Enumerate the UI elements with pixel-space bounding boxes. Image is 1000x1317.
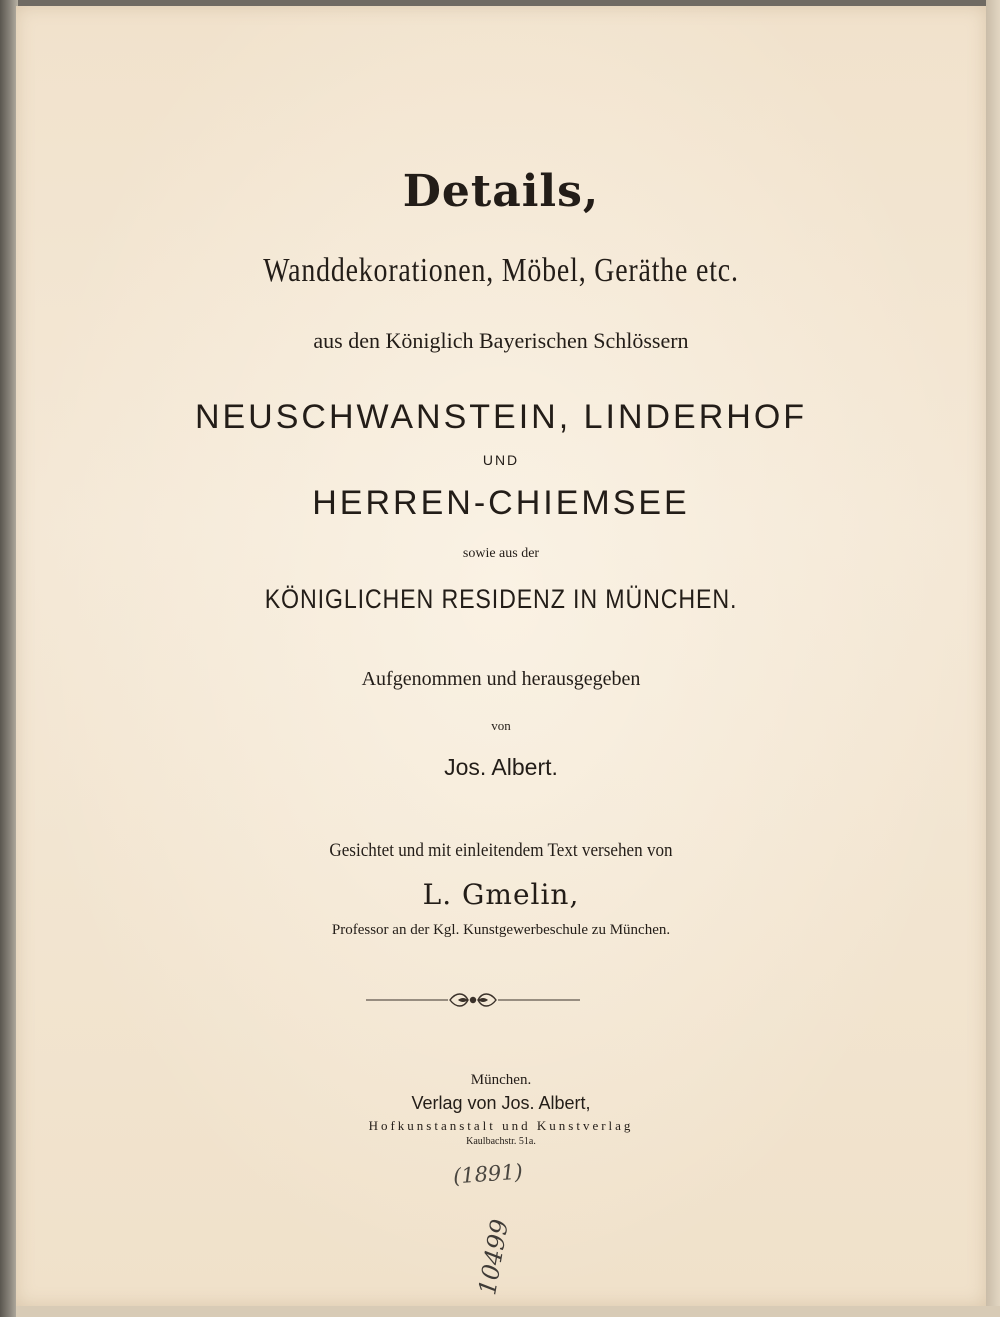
castles-line: NEUSCHWANSTEIN, LINDERHOF <box>194 398 808 436</box>
handwritten-shelfmark: 10499 <box>473 1217 515 1298</box>
subtitle: Wanddekorationen, Möbel, Geräthe etc. <box>263 252 739 289</box>
author-name: L. Gmelin, <box>422 878 580 911</box>
sowie-line: sowie aus der <box>462 546 540 561</box>
imprint-publisher: Verlag von Jos. Albert, <box>411 1093 591 1113</box>
gesichtet-line: Gesichtet und mit einleitendem Text versehen von <box>329 840 673 861</box>
page-right-edge <box>986 0 1000 1317</box>
author-title: Professor an der Kgl. Kunstgewerbeschule zu München. <box>331 922 671 938</box>
imprint-city: München. <box>470 1072 532 1088</box>
residenz-line: KÖNIGLICHEN RESIDENZ IN MÜNCHEN. <box>264 584 738 614</box>
ornament-divider-icon <box>366 990 580 1010</box>
origin-line: aus den Königlich Bayerischen Schlössern <box>313 328 689 353</box>
page-title: Details, <box>402 166 600 217</box>
imprint-address: Kaulbachstr. 51a. <box>466 1136 536 1147</box>
und-line: UND <box>482 452 520 468</box>
editor-name: Jos. Albert. <box>444 754 558 780</box>
von-line: von <box>491 718 511 733</box>
aufgenommen-line: Aufgenommen und herausgegeben <box>361 668 641 690</box>
imprint-house: Hofkunstanstalt und Kunstverlag <box>368 1118 634 1133</box>
title-page <box>16 6 986 1306</box>
herren-chiemsee-line: HERREN-CHIEMSEE <box>312 484 690 522</box>
page-bottom-edge <box>16 1306 1000 1317</box>
handwritten-year: (1891) <box>452 1159 524 1189</box>
